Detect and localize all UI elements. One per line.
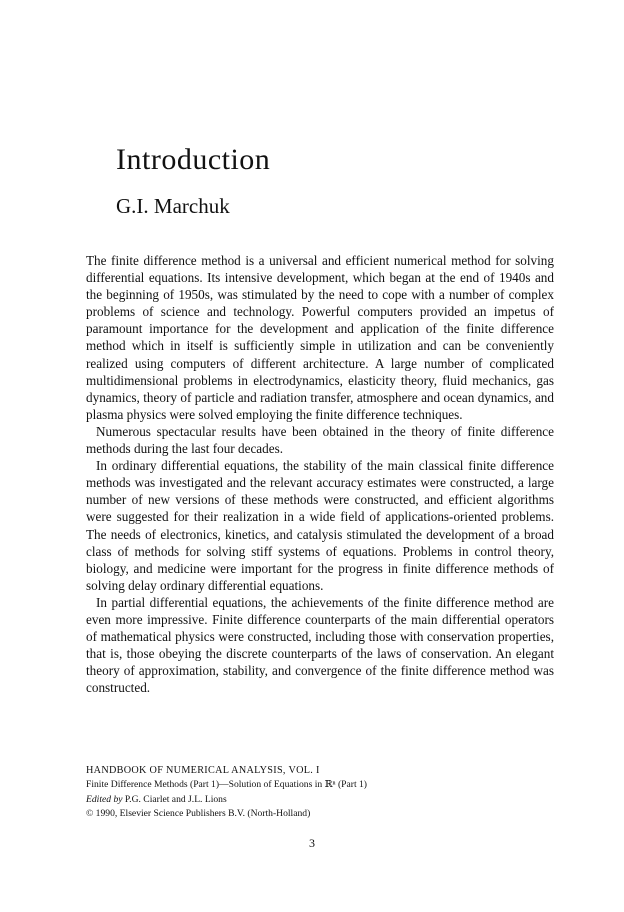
editors-line	[86, 793, 556, 807]
editors: P.G. Ciarlet and J.L. Lions	[124, 793, 227, 805]
paragraph: The finite difference method is a universal and efficient numerical method for solving differential equations. Its intensive development, which began at the end of 1940s and the beginning of 1950s, was stimulated by the need to cope with a number of complex problems of science and technology. Powerful computers provided an impetus of paramount importance for the development and application of the finite difference method which in itself is sufficiently simple in utilization and can be conveniently realized using computers of different architecture. A large number of complicated multidimensional problems in electrodynamics, elasticity theory, fluid mechanics, gas dynamics, theory of particle and radiation transfer, atmosphere and ocean dynamics, and plasma physics were solved employing the finite difference techniques.	[86, 253, 554, 422]
paragraph: In ordinary differential equations, the stability of the main classical finite difference methods was investigated and the relevant accuracy estimates were constructed, a large number of new versions of these methods were constructed, and efficient algorithms were suggested for their realization in a wide field of applications-oriented problems. The needs of electronics, kinetics, and catalysis stimulated the development of a broad class of methods for solving stiff systems of equations. Problems in control theory, biology, and medicine were important for the progress in finite difference methods of solving delay ordinary differential equations.	[86, 458, 554, 593]
page-number: 3	[309, 836, 315, 850]
edited-by-label: Edited by	[86, 793, 123, 805]
series-title: HANDBOOK OF NUMERICAL ANALYSIS, VOL. I	[86, 765, 320, 776]
paragraph: In partial differential equations, the achievements of the finite difference method are even more impressive. Finite difference counterparts of the main differential operators of mathematical physics were constructed, including those with conservation properties, that is, those obeying the discrete counterparts of the laws of conservation. An elegant theory of approximation, stability, and convergence of the finite difference method was constructed.	[86, 594, 554, 696]
chapter-author: G.I. Marchuk	[116, 194, 230, 218]
publication-footer	[86, 764, 556, 822]
body-text	[86, 252, 554, 696]
copyright: © 1990, Elsevier Science Publishers B.V. (North-Holland)	[86, 808, 311, 820]
volume-title: Finite Difference Methods (Part 1)—Solution of Equations in ℝⁿ (Part 1)	[86, 779, 367, 791]
paragraph: Numerous spectacular results have been obtained in the theory of finite difference methods during the last four decades.	[86, 423, 554, 457]
chapter-title: Introduction	[116, 143, 271, 176]
